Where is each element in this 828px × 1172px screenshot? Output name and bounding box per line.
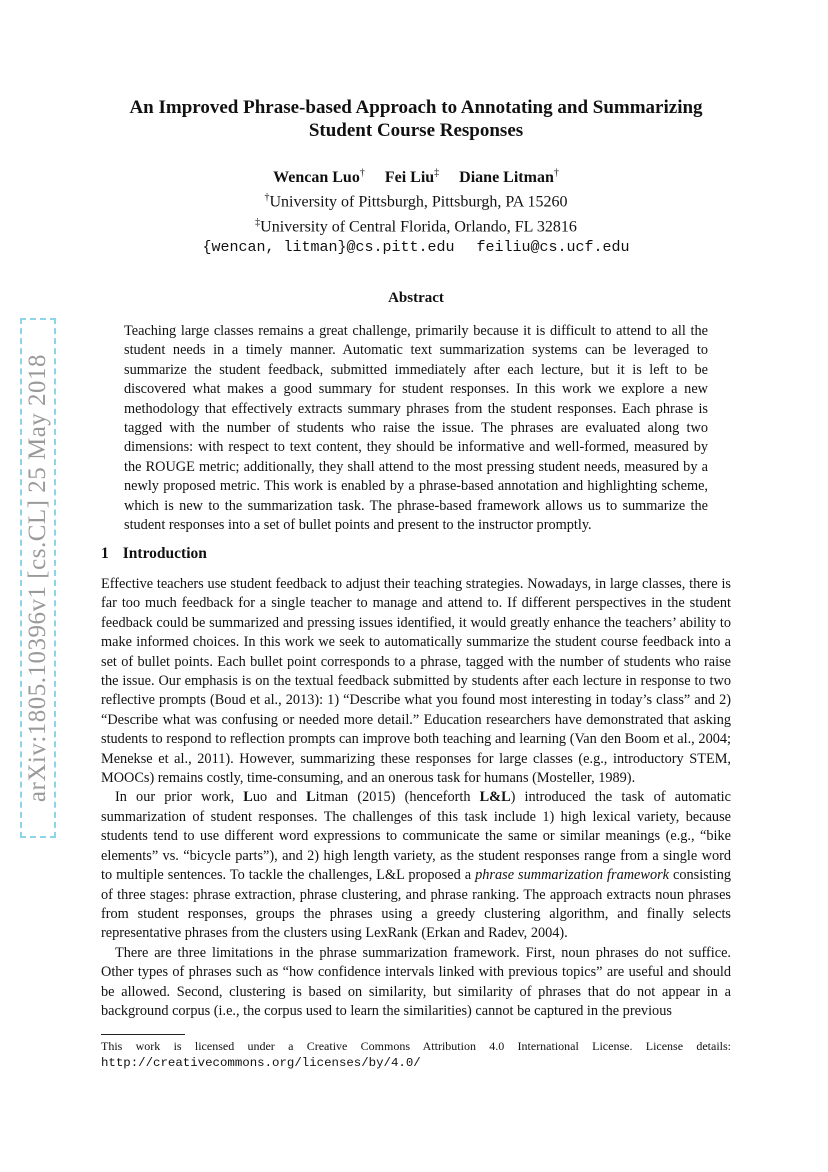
title-line-2: Student Course Responses <box>308 120 524 141</box>
title-line-1: An Improved Phrase-based Approach to Annotating and Summarizing <box>129 97 703 118</box>
paragraph-2: In our prior work, Luo and Litman (2015) (henceforth L&L) introduced the task of automatic summarization of student responses. The challenges of this task include 1) high lexical variety, because students tend to use different word expressions to communicate the same or similar meanings (e.g., “bike elements” vs. “bicycle parts”), and 2) high length variety, as the student responses range from a single word to multiple sentences. To tackle the challenges, L&L proposed a phrase summarization framework consisting of three stages: phrase extraction, phrase clustering, and phrase ranking. The approach extracts noun phrases from student responses, groups the phrases using a greedy clustering algorithm, and finally selects representative phrases from the clusters using LexRank (Erkan and Radev, 2004). <box>101 789 732 942</box>
author-names <box>100 164 732 188</box>
footnote-divider <box>101 1034 185 1035</box>
affiliation-pitt: †University of Pittsburgh, Pittsburgh, PA 15260 <box>264 192 568 211</box>
email-single: feiliu@cs.ucf.edu <box>476 238 630 256</box>
license-text: This work is licensed under a Creative Commons Attribution 4.0 International License. License details: <box>101 1039 731 1053</box>
author-1: Wencan Luo† <box>273 168 365 187</box>
paragraph-1: Effective teachers use student feedback to adjust their teaching strategies. Nowadays, in large classes, there is far too much feedback for a single teacher to manage and attend to. If different perspectives in the student feedback could be summarized and pressing issues identified, it would greatly enhance the teachers’ ability to make informed choices. In this work we seek to automatically summarize the student course feedback into a set of bullet points. Each bullet point corresponds to a phrase, tagged with the number of students who raise the issue. Our emphasis is on the textual feedback submitted by students after each lecture in response to two reflective prompts (Boud et al., 2013): 1) “Describe what you found most interesting in today’s class” and 2) “Describe what was confusing or needed more detail.” Education researchers have demonstrated that asking students to respond to reflection prompts can improve both teaching and learning (Van den Boom et al., 2004; Menekse et al., 2011). However, summarizing these responses for large classes (e.g., introductory STEM, MOOCs) remains costly, time-consuming, and an onerous task for humans (Mosteller, 1989). <box>101 576 731 787</box>
email-group: {wencan, litman}@cs.pitt.edu <box>202 238 455 256</box>
author-emails <box>100 237 732 258</box>
arxiv-identifier-stamp <box>20 318 56 838</box>
affiliation-ucf: ‡University of Central Florida, Orlando, FL 32816 <box>255 216 577 235</box>
arxiv-id-text: arXiv:1805.10396v1 [cs.CL] 25 May 2018 <box>24 353 51 803</box>
introduction-body <box>101 575 731 1021</box>
section-number: 1 <box>101 545 109 562</box>
framework-term: phrase summarization framework <box>475 867 670 884</box>
author-2: Fei Liu‡ <box>384 168 440 187</box>
license-footnote <box>101 1038 731 1071</box>
section-heading-introduction <box>101 545 721 563</box>
paper-title <box>100 96 732 142</box>
paragraph-3: There are three limitations in the phrase summarization framework. First, noun phrases do not suffice. Other types of phrases such as “how confidence intervals linked with previous topics” are useful and should be allowed. Second, clustering is based on similarity, but similarity of phrases that do not appear in a background corpus (i.e., the corpus used to learn the similarities) cannot be captured in the previous <box>101 944 731 1019</box>
section-title: Introduction <box>122 545 207 562</box>
author-block <box>100 164 732 258</box>
abstract-text: Teaching large classes remains a great challenge, primarily because it is difficult to attend to all the student needs in a timely manner. Automatic text summarization systems can be leveraged to summarize the student feedback, submitted immediately after each lecture, but it is left to be discovered what makes a good summary for student responses. In this work we explore a new methodology that effectively extracts summary phrases from the student responses. Each phrase is tagged with the number of students who raise the issue. The phrases are evaluated along two dimensions: with respect to text content, they should be informative and well-formed, measured by the ROUGE metric; additionally, they shall attend to the most pressing student needs, measured by a newly proposed metric. This work is enabled by a phrase-based annotation and highlighting scheme, which is new to the summarization task. The phrase-based framework allows us to summarize the student responses into a set of bullet points and present to the instructor promptly. <box>124 323 708 534</box>
license-url[interactable]: http://creativecommons.org/licenses/by/4.0/ <box>101 1056 421 1070</box>
author-3: Diane Litman† <box>459 168 559 187</box>
abstract-heading: Abstract <box>388 290 444 306</box>
